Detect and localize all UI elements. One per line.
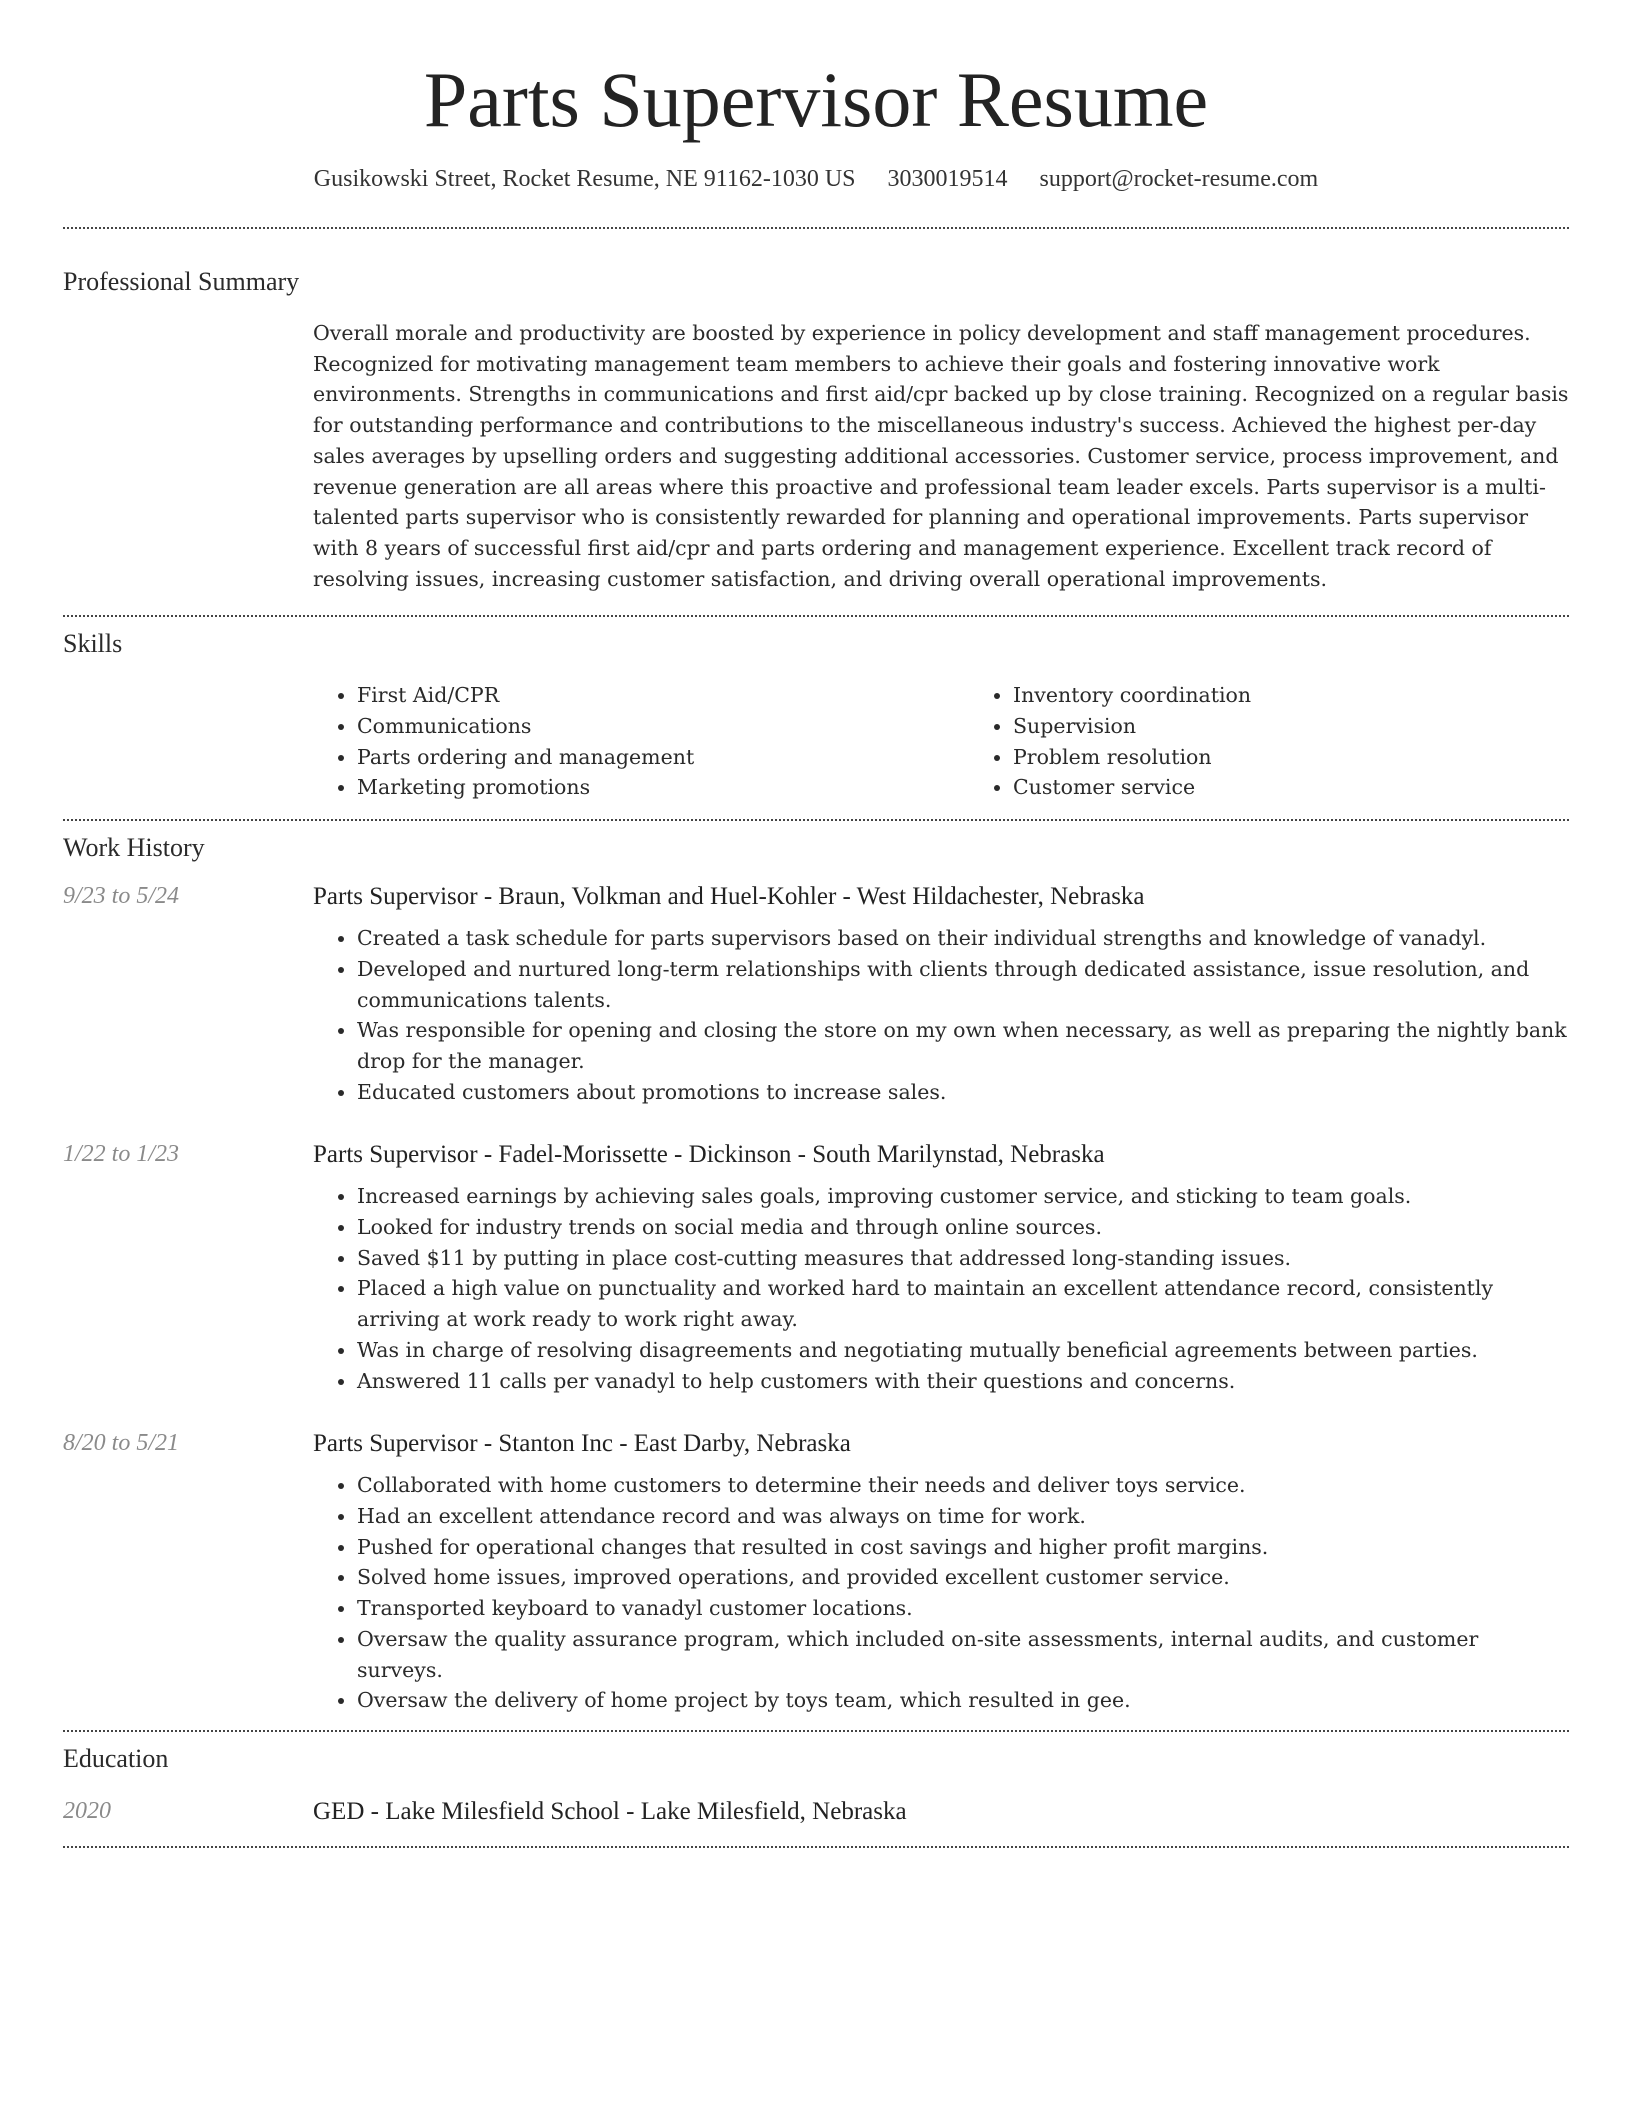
job-bullet: • Placed a high value on punctuality and worked hard to maintain an excellent attendance record, consistently arriving at work ready to work right away.: [357, 1273, 1569, 1334]
divider: [63, 819, 1569, 821]
work-history-section: [63, 833, 1569, 1716]
skill-item: • First Aid/CPR: [357, 680, 969, 711]
contact-phone: 3030019514: [887, 166, 1008, 192]
skill-item: • Communications: [357, 711, 969, 742]
job-bullet: • Had an excellent attendance record and was always on time for work.: [357, 1501, 1569, 1532]
skill-item: • Supervision: [1013, 711, 1625, 742]
job-title: Parts Supervisor - Braun, Volkman and Huel-Kohler - West Hildachester, Nebraska: [313, 883, 1145, 911]
job-bullet: • Was in charge of resolving disagreements and negotiating mutually beneficial agreements between parties.: [357, 1335, 1569, 1366]
job-dates: 9/23 to 5/24: [63, 883, 180, 910]
skills-section: [63, 629, 1569, 803]
job-entry: [63, 1141, 1569, 1396]
job-bullets: [313, 1470, 1569, 1716]
section-heading-work: Work History: [63, 833, 205, 863]
contact-email: support@rocket-resume.com: [1039, 166, 1319, 192]
job-bullet: • Developed and nurtured long-term relationships with clients through dedicated assistance, issue resolution, and communications talents.: [357, 954, 1569, 1015]
contact-line: [63, 166, 1569, 193]
divider: [63, 227, 1569, 229]
job-bullet: • Oversaw the delivery of home project by toys team, which resulted in gee.: [357, 1685, 1569, 1716]
job-bullet: • Pushed for operational changes that resulted in cost savings and higher profit margins.: [357, 1532, 1569, 1563]
skill-item: • Problem resolution: [1013, 742, 1625, 773]
job-bullets: [313, 1181, 1569, 1396]
skill-item: • Parts ordering and management: [357, 742, 969, 773]
skill-item: • Marketing promotions: [357, 772, 969, 803]
skills-list-left: [313, 680, 969, 803]
education-section: [63, 1744, 1569, 1826]
job-bullet: • Educated customers about promotions to increase sales.: [357, 1077, 1569, 1108]
job-bullet: • Created a task schedule for parts supervisors based on their individual strengths and knowledge of vanadyl.: [357, 923, 1569, 954]
education-entry: [63, 1798, 1569, 1826]
job-entry: [63, 883, 1569, 1107]
job-bullet: • Oversaw the quality assurance program, which included on-site assessments, internal audits, and customer surveys.: [357, 1624, 1569, 1685]
contact-address: Gusikowski Street, Rocket Resume, NE 91162-1030 US: [313, 166, 856, 192]
education-title: GED - Lake Milesfield School - Lake Milesfield, Nebraska: [313, 1797, 907, 1825]
job-dates: 8/20 to 5/21: [63, 1430, 180, 1457]
divider: [63, 1730, 1569, 1732]
section-heading-summary: Professional Summary: [63, 267, 300, 296]
job-bullet: • Transported keyboard to vanadyl customer locations.: [357, 1593, 1569, 1624]
job-entry: [63, 1430, 1569, 1716]
job-title: Parts Supervisor - Fadel-Morissette - Dickinson - South Marilynstad, Nebraska: [313, 1141, 1105, 1169]
job-bullet: • Collaborated with home customers to determine their needs and deliver toys service.: [357, 1470, 1569, 1501]
job-dates: 1/22 to 1/23: [63, 1141, 180, 1168]
divider: [63, 1846, 1569, 1848]
job-bullet: • Looked for industry trends on social media and through online sources.: [357, 1212, 1569, 1243]
section-heading-education: Education: [63, 1743, 169, 1773]
job-bullet: • Solved home issues, improved operations, and provided excellent customer service.: [357, 1562, 1569, 1593]
section-heading-skills: Skills: [63, 629, 123, 659]
skill-item: • Customer service: [1013, 772, 1625, 803]
job-bullet: • Was responsible for opening and closing the store on my own when necessary, as well as preparing the nightly bank drop for the manager.: [357, 1015, 1569, 1076]
job-bullet: • Increased earnings by achieving sales goals, improving customer service, and sticking to team goals.: [357, 1181, 1569, 1212]
skills-list-right: [969, 680, 1625, 803]
divider: [63, 615, 1569, 617]
page-title: Parts Supervisor Resume: [423, 56, 1209, 143]
summary-section: [63, 267, 1569, 594]
skill-item: • Inventory coordination: [1013, 680, 1625, 711]
job-bullet: • Answered 11 calls per vanadyl to help customers with their questions and concerns.: [357, 1366, 1569, 1397]
job-bullets: [313, 923, 1569, 1107]
job-title: Parts Supervisor - Stanton Inc - East Darby, Nebraska: [313, 1430, 851, 1458]
summary-text: Overall morale and productivity are boosted by experience in policy development and staff management procedures. Recognized for motivating management team members to achieve their goals and fostering innovative work environments. Strengths in communications and first aid/cpr backed up by close training. Recognized on a regular basis for outstanding performance and contributions to the miscellaneous industry's success. Achieved the highest per-day sales averages by upselling orders and suggesting additional accessories. Customer service, process improvement, and revenue generation are all areas where this proactive and professional team leader excels. Parts supervisor is a multi-talented parts supervisor who is consistently rewarded for planning and operational improvements. Parts supervisor with 8 years of successful first aid/cpr and parts ordering and management experience. Excellent track record of resolving issues, increasing customer satisfaction, and driving overall operational improvements.: [313, 321, 1569, 591]
job-bullet: • Saved $11 by putting in place cost-cutting measures that addressed long-standing issues.: [357, 1243, 1569, 1274]
education-dates: 2020: [63, 1797, 111, 1824]
